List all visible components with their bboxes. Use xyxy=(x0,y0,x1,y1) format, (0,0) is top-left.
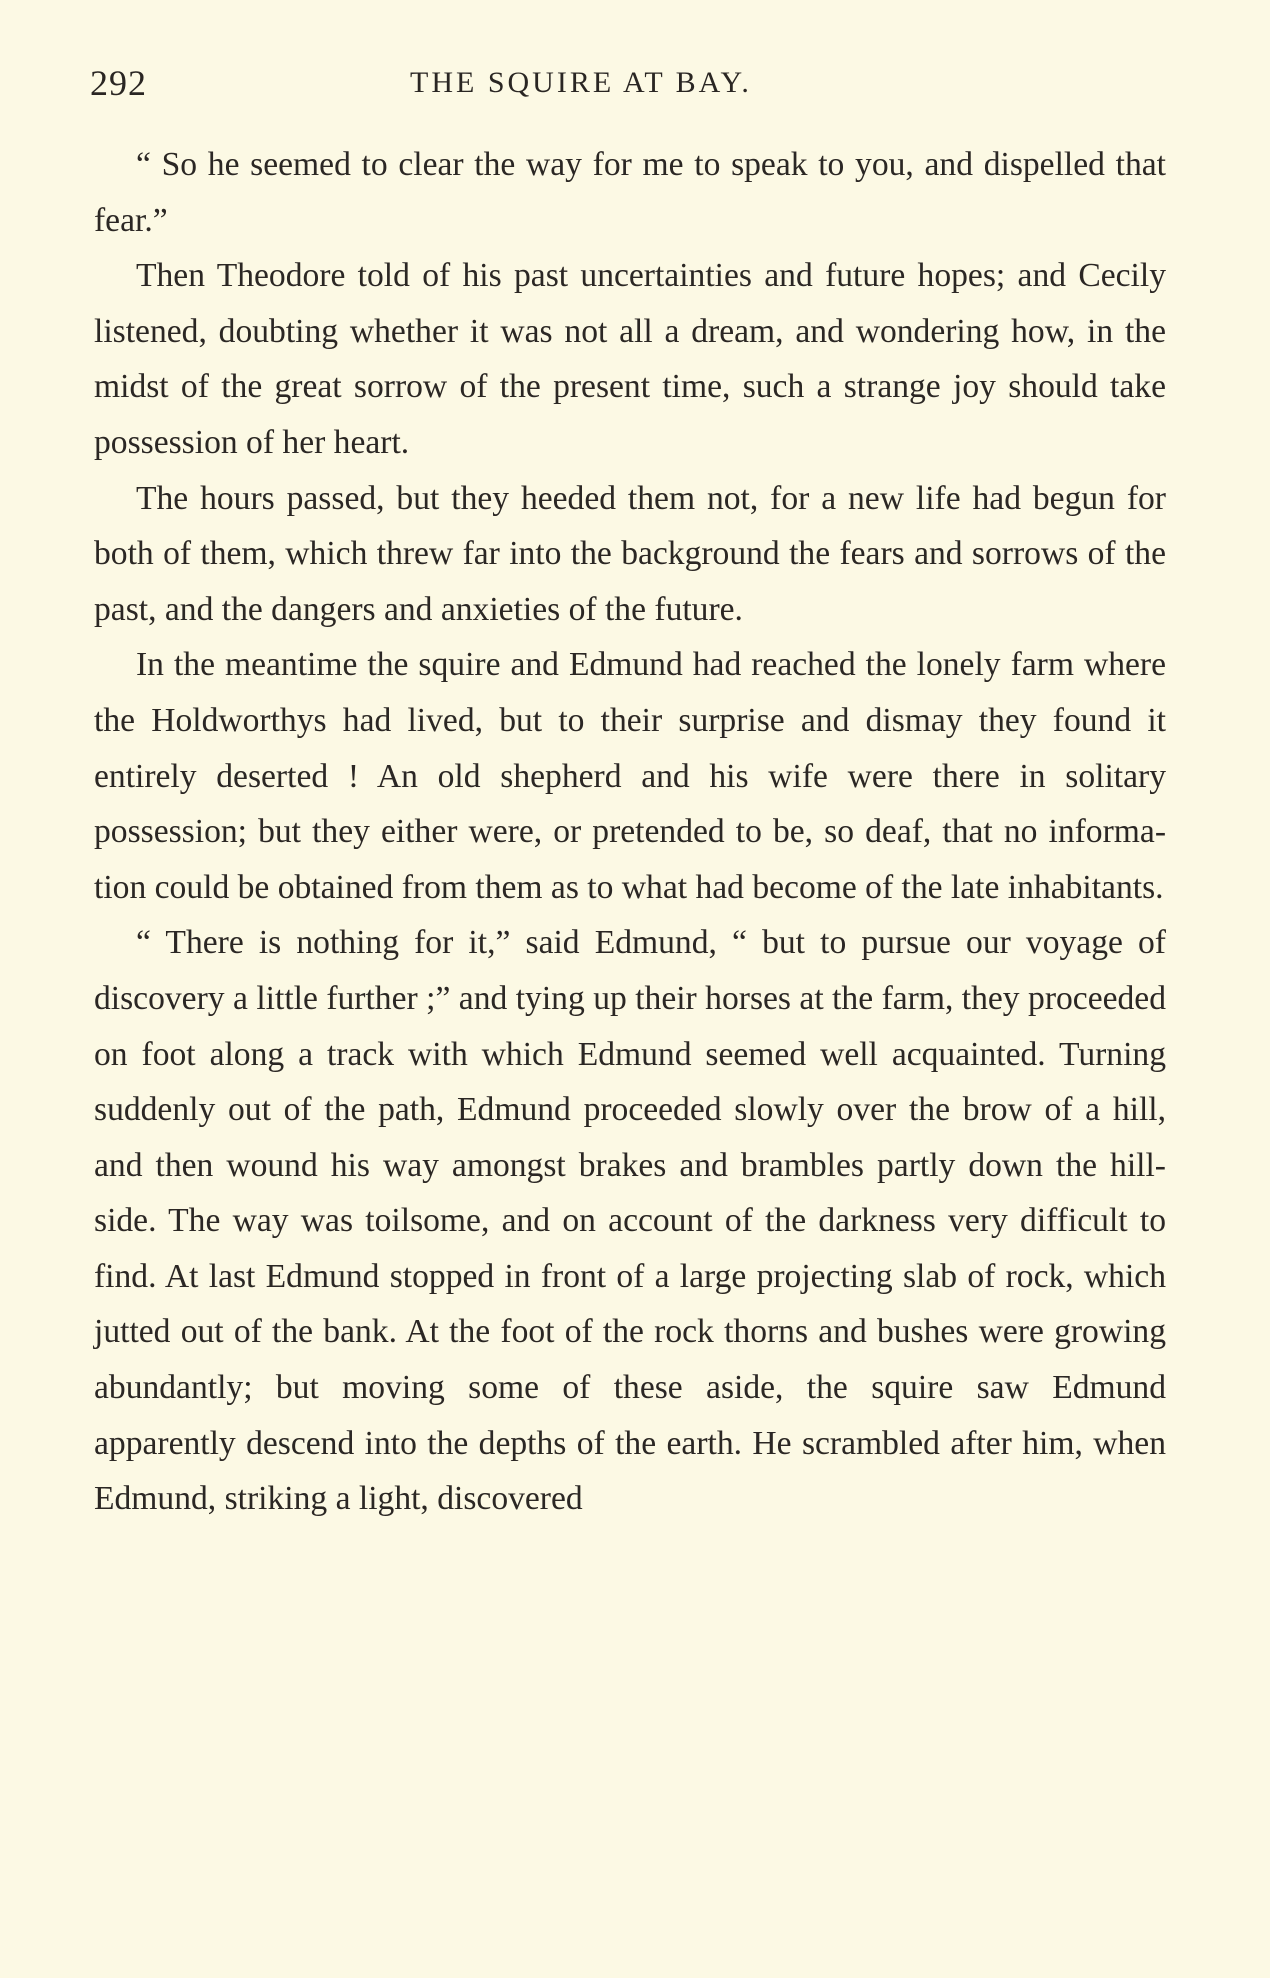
paragraph: The hours passed, but they heeded them not, for a new life had begun for both of them, which threw far into the background the fears and sorrows of the past, and the dangers and anxieties of the future. xyxy=(94,479,1166,628)
paragraph: “ There is nothing for it,” said Edmund, “ but to pursue our voyage of discovery a little further ;” and tying up their horses at the farm, they proceeded on foot along a track with which Edmund seemed well acquainted. Turning suddenly out of the path, Edmund proceeded slowly over the brow of a hill, and then wound his way amongst brakes and brambles partly down the hill-side. The way was toilsome, and on account of the darkness very difficult to find. At last Edmund stopped in front of a large projecting slab of rock, which jutted out of the bank. At the foot of the rock thorns and bushes were growing abundantly; but moving some of these aside, the squire saw Edmund apparently descend into the depths of the earth. He scrambled after him, when Edmund, striking a light, discovered xyxy=(94,924,1166,1518)
paragraph: In the meantime the squire and Edmund had reached the lonely farm where the Holdworthys had lived, but to their surprise and dismay they found it entirely deserted ! An old shepherd and his wife were there in solitary possession; but they either were, or pretended to be, so deaf, that no information could be obtained from them as to what had become of the late inhabitants. xyxy=(94,646,1166,906)
paragraph: Then Theodore told of his past uncertainties and future hopes; and Cecily listened, doubting whether it was not all a dream, and wondering how, in the midst of the great sorrow of the present time, such a strange joy should take possession of her heart. xyxy=(94,257,1166,461)
page-number: 292 xyxy=(90,63,147,103)
body-text xyxy=(94,137,1166,1527)
paragraph: “ So he seemed to clear the way for me to speak to you, and dispelled that fear.” xyxy=(94,146,1166,239)
page-header xyxy=(90,62,1170,122)
running-title: THE SQUIRE AT BAY. xyxy=(410,66,752,99)
